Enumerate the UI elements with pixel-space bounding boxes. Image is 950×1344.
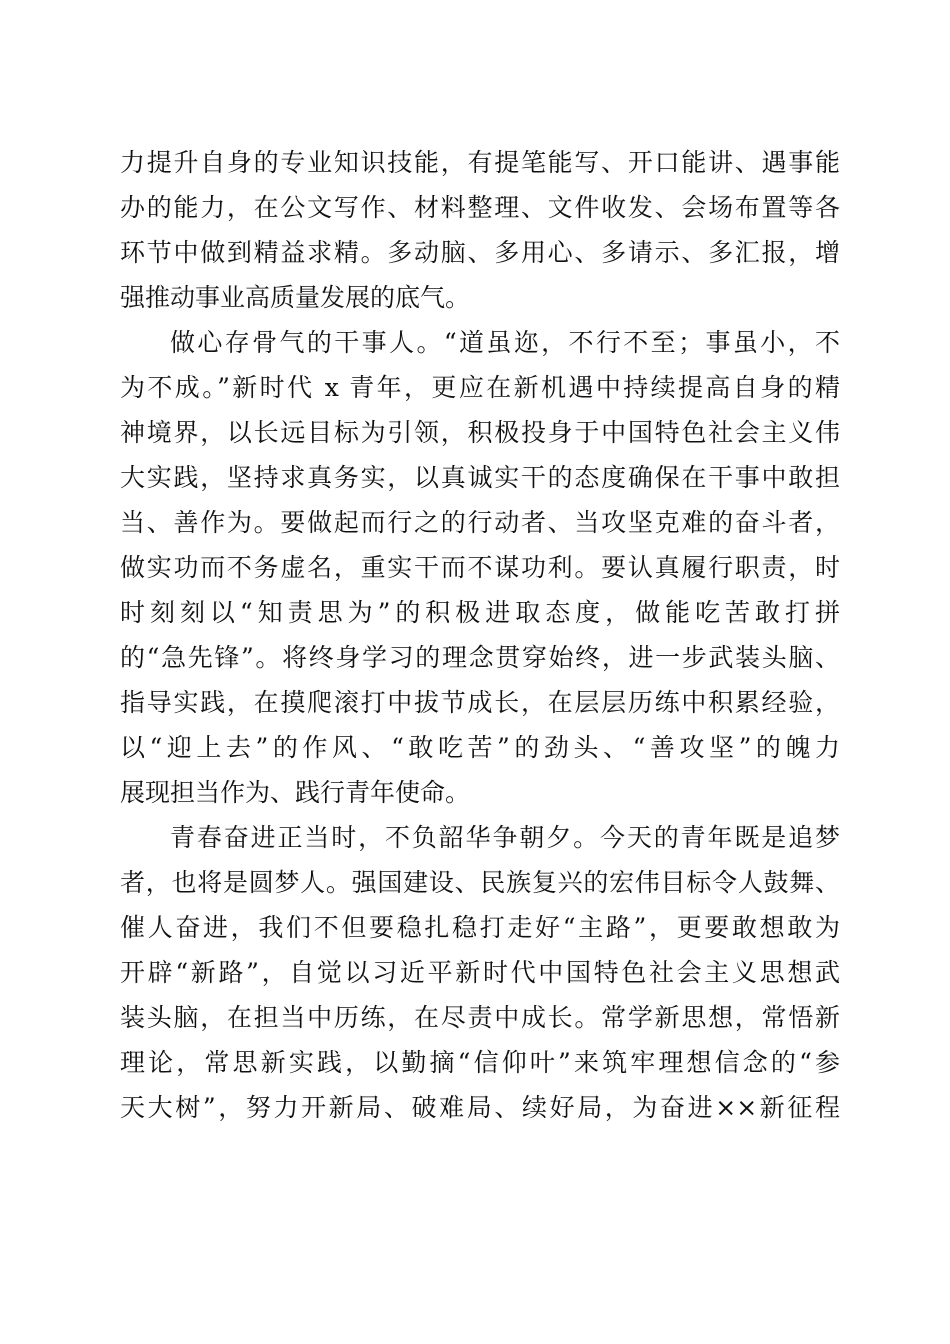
paragraph-3-line-1: 青春奋进正当时，不负韶华争朝夕。今天的青年既是追梦 [170,823,840,852]
paragraph-2-line-2: 为不成。”新时代 x 青年，更应在新机遇中持续提高自身的精 [120,373,840,402]
paragraph-1-line-3: 环节中做到精益求精。多动脑、多用心、多请示、多汇报，增 [120,238,840,267]
paragraph-1-line-4: 强推动事业高质量发展的底气。 [120,283,471,312]
paragraph-2-line-9: 指导实践，在摸爬滚打中拔节成长，在层层历练中积累经验， [120,688,840,717]
paragraph-3-line-7: 天大树”，努力开新局、破难局、续好局，为奋进××新征程 [120,1093,840,1122]
paragraph-2-line-6: 做实功而不务虚名，重实干而不谋功利。要认真履行职责，时 [120,553,840,582]
paragraph-2-line-11: 展现担当作为、践行青年使命。 [120,778,471,807]
paragraph-2-line-10: 以“迎上去”的作风、“敢吃苦”的劲头、“善攻坚”的魄力 [120,733,840,762]
paragraph-2-line-8: 的“急先锋”。将终身学习的理念贯穿始终，进一步武装头脑、 [120,643,840,672]
paragraph-3-line-4: 开辟“新路”，自觉以习近平新时代中国特色社会主义思想武 [120,958,840,987]
paragraph-1-line-2: 办的能力，在公文写作、材料整理、文件收发、会场布置等各 [120,193,840,222]
paragraph-2-line-5: 当、善作为。要做起而行之的行动者、当攻坚克难的奋斗者， [120,508,840,537]
paragraph-3-line-3: 催人奋进，我们不但要稳扎稳打走好“主路”，更要敢想敢为 [120,913,840,942]
paragraph-2-line-7: 时刻刻以“知责思为”的积极进取态度，做能吃苦敢打拼 [120,598,840,627]
paragraph-3-line-5: 装头脑，在担当中历练，在尽责中成长。常学新思想，常悟新 [120,1003,840,1032]
paragraph-3-line-2: 者，也将是圆梦人。强国建设、民族复兴的宏伟目标令人鼓舞、 [120,868,840,897]
document-body [120,140,840,1130]
paragraph-2-line-3: 神境界，以长远目标为引领，积极投身于中国特色社会主义伟 [120,418,840,447]
paragraph-1-line-1: 力提升自身的专业知识技能，有提笔能写、开口能讲、遇事能 [120,148,840,177]
paragraph-2-line-4: 大实践，坚持求真务实，以真诚实干的态度确保在干事中敢担 [120,463,840,492]
paragraph-3-line-6: 理论，常思新实践，以勤摘“信仰叶”来筑牢理想信念的“参 [120,1048,840,1077]
paragraph-2-line-1: 做心存骨气的干事人。“道虽迩，不行不至；事虽小，不 [170,328,840,357]
